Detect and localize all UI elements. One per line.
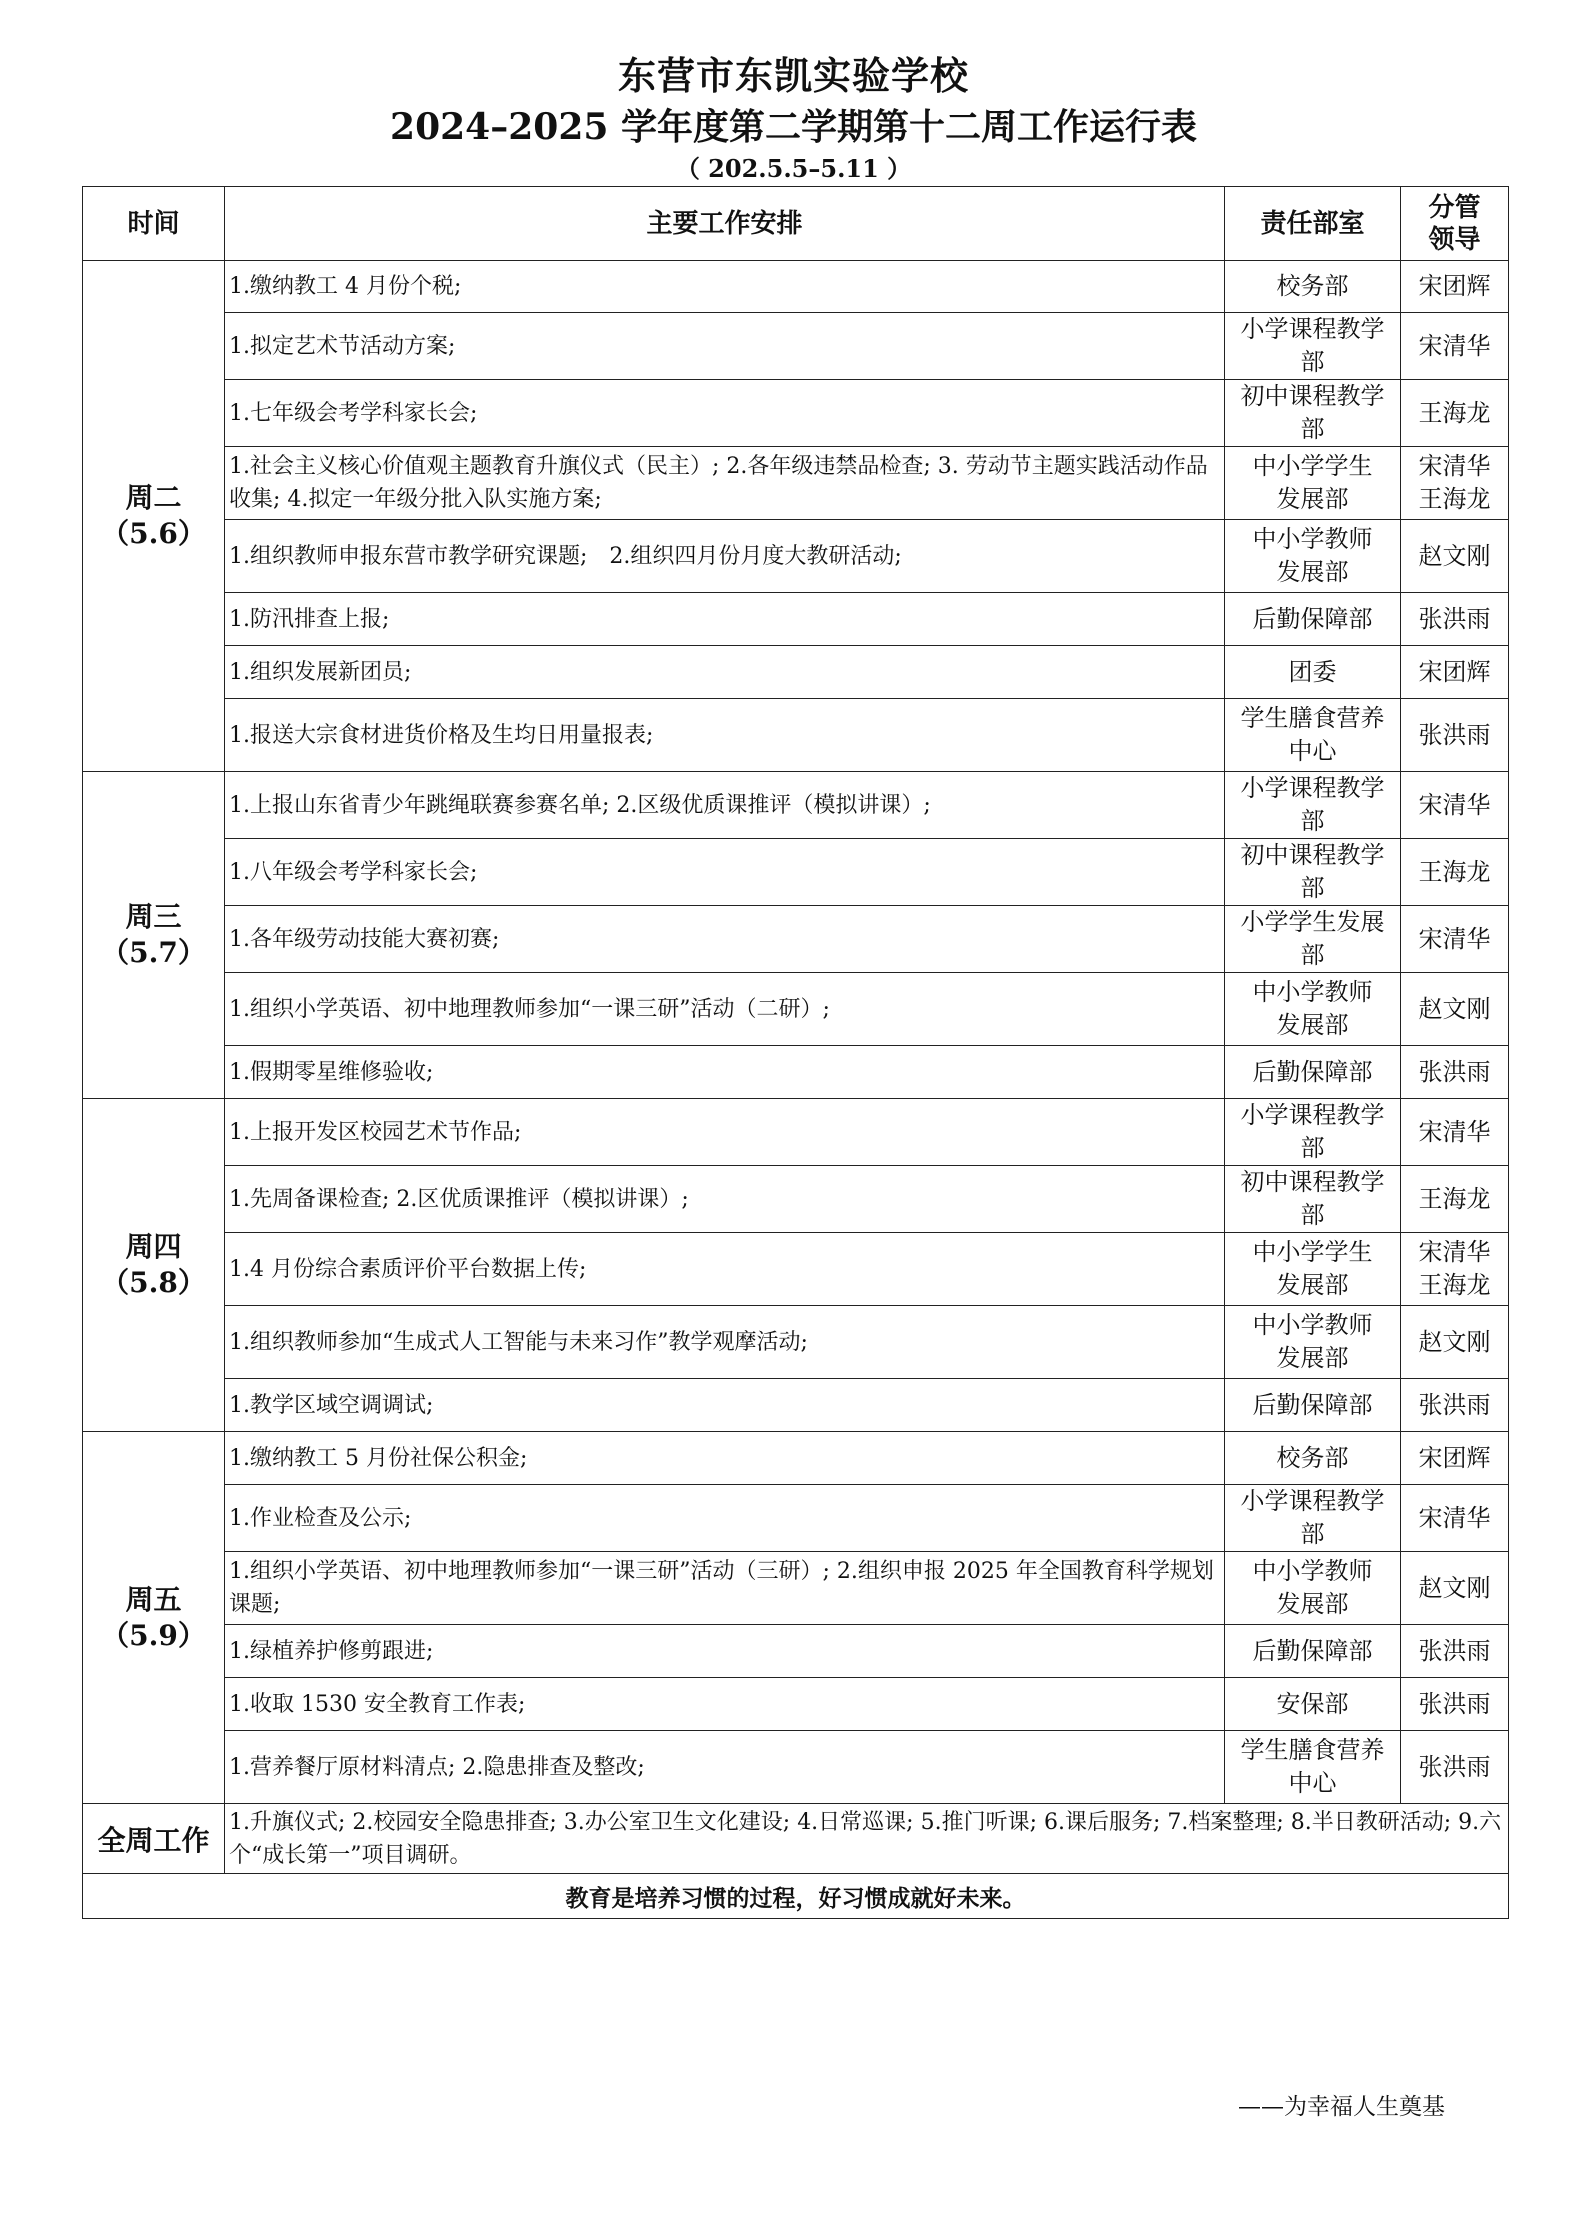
dept-cell: 小学课程教学部	[1225, 1485, 1401, 1552]
task-cell: 1.假期零星维修验收;	[225, 1046, 1225, 1099]
dept-cell: 后勤保障部	[1225, 1625, 1401, 1678]
leader-cell: 赵文刚	[1401, 1552, 1509, 1625]
table-row	[83, 261, 1509, 313]
dept-cell: 后勤保障部	[1225, 593, 1401, 646]
table-row	[83, 646, 1509, 699]
table-row	[83, 593, 1509, 646]
leader-cell: 张洪雨	[1401, 593, 1509, 646]
dept-cell: 校务部	[1225, 1432, 1401, 1485]
schedule-subtitle: 2024–2025 学年度第二学期第十二周工作运行表	[390, 106, 1197, 148]
leader-cell: 张洪雨	[1401, 699, 1509, 772]
dept-cell: 中小学教师 发展部	[1225, 1552, 1401, 1625]
table-row	[83, 839, 1509, 906]
dept-cell: 中小学教师 发展部	[1225, 973, 1401, 1046]
leader-cell: 宋清华	[1401, 1485, 1509, 1552]
dept-cell: 团委	[1225, 646, 1401, 699]
table-row	[83, 1306, 1509, 1379]
table-row	[83, 1432, 1509, 1485]
title-block	[0, 50, 1587, 186]
task-cell: 1.社会主义核心价值观主题教育升旗仪式（民主）; 2.各年级违禁品检查; 3. 劳动节主题实践活动作品收集; 4.拟定一年级分批入队实施方案;	[225, 447, 1225, 520]
dept-cell: 学生膳食营养 中心	[1225, 1731, 1401, 1804]
task-cell: 1.报送大宗食材进货价格及生均日用量报表;	[225, 699, 1225, 772]
day-cell	[83, 261, 225, 772]
dept-cell: 后勤保障部	[1225, 1046, 1401, 1099]
leader-cell: 张洪雨	[1401, 1379, 1509, 1432]
task-cell: 1.缴纳教工 5 月份社保公积金;	[225, 1432, 1225, 1485]
dept-cell: 后勤保障部	[1225, 1379, 1401, 1432]
task-cell: 1.七年级会考学科家长会;	[225, 380, 1225, 447]
table-row	[83, 699, 1509, 772]
table-row	[83, 1731, 1509, 1804]
task-cell: 1.组织教师申报东营市教学研究课题; 2.组织四月份月度大教研活动;	[225, 520, 1225, 593]
header-work: 主要工作安排	[225, 187, 1225, 261]
task-cell: 1.八年级会考学科家长会;	[225, 839, 1225, 906]
week-work-row	[83, 1804, 1509, 1874]
leader-cell: 王海龙	[1401, 1166, 1509, 1233]
leader-cell: 王海龙	[1401, 380, 1509, 447]
task-cell: 1.教学区域空调调试;	[225, 1379, 1225, 1432]
header-leader: 分管 领导	[1401, 187, 1509, 261]
header-row	[83, 187, 1509, 261]
dept-cell: 小学课程教学部	[1225, 313, 1401, 380]
task-cell: 1.组织小学英语、初中地理教师参加“一课三研”活动（三研）; 2.组织申报 2025 年全国教育科学规划课题;	[225, 1552, 1225, 1625]
table-row	[83, 1485, 1509, 1552]
day-label: 周五	[125, 1582, 182, 1616]
day-cell	[83, 1432, 225, 1804]
schedule-table	[82, 186, 1509, 1919]
dept-cell: 中小学学生 发展部	[1225, 1233, 1401, 1306]
week-work-text: 1.升旗仪式; 2.校园安全隐患排查; 3.办公室卫生文化建设; 4.日常巡课; 5.推门听课; 6.课后服务; 7.档案整理; 8.半日教研活动; 9.六个“成长第一”项目调研。	[225, 1804, 1509, 1874]
leader-cell: 宋清华	[1401, 313, 1509, 380]
table-row	[83, 1625, 1509, 1678]
day-date: （5.9）	[101, 1618, 206, 1652]
dept-cell: 中小学教师 发展部	[1225, 520, 1401, 593]
day-label: 周四	[125, 1230, 182, 1263]
day-date: （5.8）	[101, 1266, 206, 1299]
motto-row	[83, 1874, 1509, 1919]
day-date: （5.6）	[101, 517, 206, 550]
table-row	[83, 1046, 1509, 1099]
dept-cell: 中小学教师 发展部	[1225, 1306, 1401, 1379]
leader-cell: 赵文刚	[1401, 973, 1509, 1046]
header-time: 时间	[83, 187, 225, 261]
leader-cell: 张洪雨	[1401, 1625, 1509, 1678]
table-row	[83, 1166, 1509, 1233]
task-cell: 1.组织发展新团员;	[225, 646, 1225, 699]
header-dept: 责任部室	[1225, 187, 1401, 261]
leader-cell: 宋清华 王海龙	[1401, 447, 1509, 520]
day-label: 周二	[125, 481, 182, 514]
dept-cell: 初中课程教学部	[1225, 380, 1401, 447]
task-cell: 1.缴纳教工 4 月份个税;	[225, 261, 1225, 313]
table-row	[83, 520, 1509, 593]
leader-cell: 赵文刚	[1401, 1306, 1509, 1379]
task-cell: 1.组织教师参加“生成式人工智能与未来习作”教学观摩活动;	[225, 1306, 1225, 1379]
task-cell: 1.拟定艺术节活动方案;	[225, 313, 1225, 380]
dept-cell: 初中课程教学部	[1225, 1166, 1401, 1233]
table-row	[83, 1233, 1509, 1306]
task-cell: 1.绿植养护修剪跟进;	[225, 1625, 1225, 1678]
leader-cell: 宋团辉	[1401, 261, 1509, 313]
leader-cell: 宋团辉	[1401, 646, 1509, 699]
dept-cell: 小学课程教学部	[1225, 772, 1401, 839]
dept-cell: 初中课程教学部	[1225, 839, 1401, 906]
day-date: （5.7）	[101, 936, 206, 969]
task-cell: 1.先周备课检查; 2.区优质课推评（模拟讲课）;	[225, 1166, 1225, 1233]
dept-cell: 校务部	[1225, 261, 1401, 313]
leader-cell: 宋清华	[1401, 906, 1509, 973]
task-cell: 1.防汛排查上报;	[225, 593, 1225, 646]
schedule-body	[83, 261, 1509, 1919]
leader-cell: 宋团辉	[1401, 1432, 1509, 1485]
task-cell: 1.4 月份综合素质评价平台数据上传;	[225, 1233, 1225, 1306]
school-title: 东营市东凯实验学校	[617, 53, 969, 98]
dept-cell: 小学课程教学部	[1225, 1099, 1401, 1166]
table-row	[83, 772, 1509, 839]
task-cell: 1.营养餐厅原材料清点; 2.隐患排查及整改;	[225, 1731, 1225, 1804]
leader-cell: 王海龙	[1401, 839, 1509, 906]
task-cell: 1.作业检查及公示;	[225, 1485, 1225, 1552]
table-row	[83, 1099, 1509, 1166]
dept-cell: 小学学生发展部	[1225, 906, 1401, 973]
date-range: （ 202.5.5–5.11 ）	[675, 154, 912, 183]
table-row	[83, 313, 1509, 380]
leader-cell: 宋清华	[1401, 1099, 1509, 1166]
table-row	[83, 906, 1509, 973]
dept-cell: 学生膳食营养 中心	[1225, 699, 1401, 772]
table-row	[83, 973, 1509, 1046]
footer-slogan: ——为幸福人生奠基	[1238, 2094, 1445, 2120]
task-cell: 1.各年级劳动技能大赛初赛;	[225, 906, 1225, 973]
task-cell: 1.上报开发区校园艺术节作品;	[225, 1099, 1225, 1166]
leader-cell: 张洪雨	[1401, 1046, 1509, 1099]
task-cell: 1.上报山东省青少年跳绳联赛参赛名单; 2.区级优质课推评（模拟讲课）;	[225, 772, 1225, 839]
table-row	[83, 380, 1509, 447]
motto-text: 教育是培养习惯的过程，好习惯成就好未来。	[83, 1874, 1509, 1919]
dept-cell: 安保部	[1225, 1678, 1401, 1731]
leader-cell: 张洪雨	[1401, 1678, 1509, 1731]
day-cell	[83, 1099, 225, 1432]
task-cell: 1.组织小学英语、初中地理教师参加“一课三研”活动（二研）;	[225, 973, 1225, 1046]
week-work-label: 全周工作	[83, 1804, 225, 1874]
leader-cell: 宋清华	[1401, 772, 1509, 839]
task-cell: 1.收取 1530 安全教育工作表;	[225, 1678, 1225, 1731]
leader-cell: 张洪雨	[1401, 1731, 1509, 1804]
table-row	[83, 1552, 1509, 1625]
leader-cell: 赵文刚	[1401, 520, 1509, 593]
table-row	[83, 447, 1509, 520]
table-row	[83, 1678, 1509, 1731]
table-row	[83, 1379, 1509, 1432]
day-label: 周三	[125, 900, 182, 933]
day-cell	[83, 772, 225, 1099]
dept-cell: 中小学学生 发展部	[1225, 447, 1401, 520]
leader-cell: 宋清华 王海龙	[1401, 1233, 1509, 1306]
